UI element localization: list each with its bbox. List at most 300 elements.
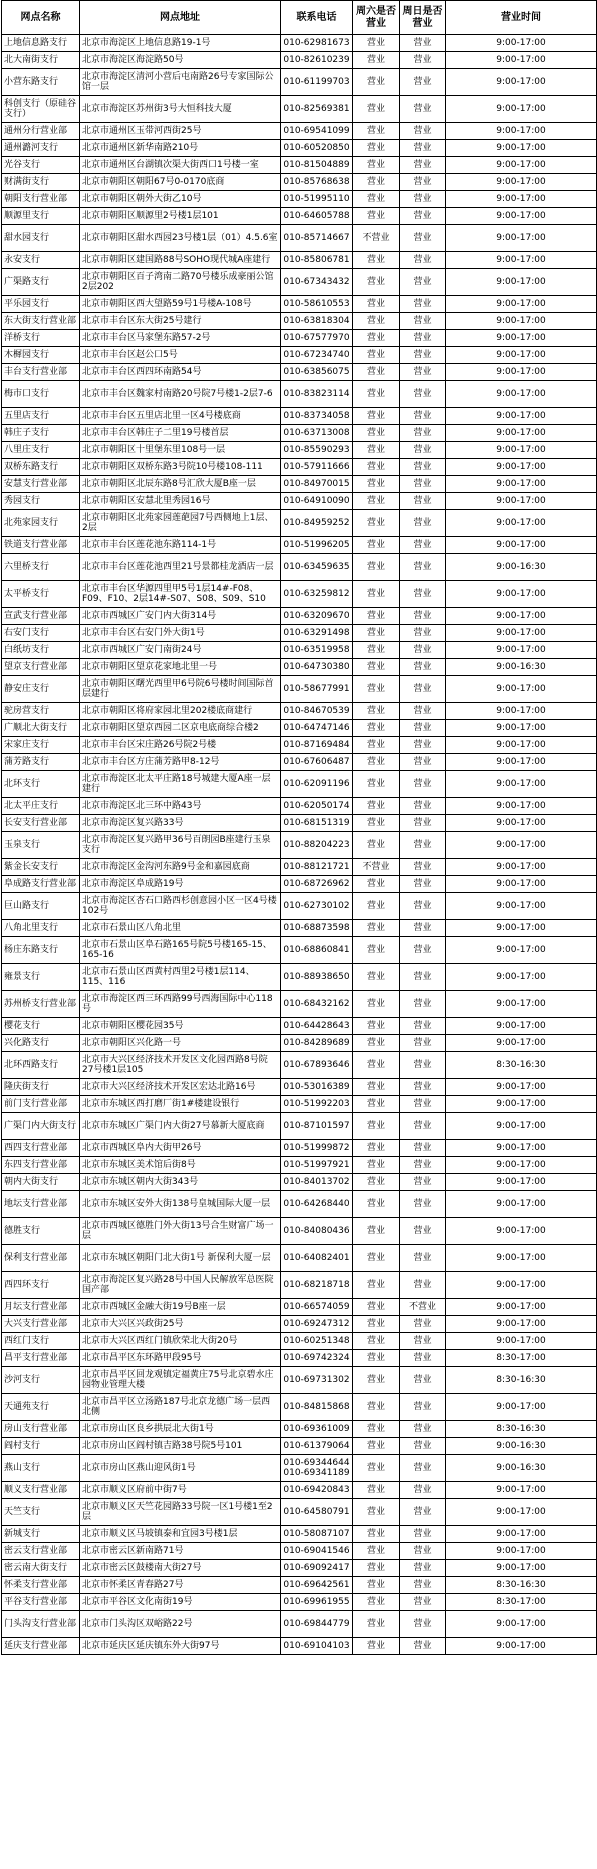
table-row bbox=[2, 798, 597, 815]
table-row bbox=[2, 347, 597, 364]
business-hours: 9:00-17:00 bbox=[446, 1218, 597, 1245]
branch-phone: 010-62730102 bbox=[281, 893, 353, 920]
table-row bbox=[2, 1299, 597, 1316]
branch-address: 北京市海淀区北太平庄路18号城建大厦A座一层建行 bbox=[80, 771, 281, 798]
sunday-status: 营业 bbox=[400, 1367, 446, 1394]
branch-phone: 010-69961955 bbox=[281, 1594, 353, 1611]
saturday-status: 营业 bbox=[353, 1482, 400, 1499]
branch-phone: 010-51997921 bbox=[281, 1157, 353, 1174]
branch-address: 北京市朝阳区朝阳67号0-0170底商 bbox=[80, 174, 281, 191]
branch-name: 西四支行营业部 bbox=[2, 1140, 80, 1157]
branch-address: 北京市丰台区魏家村南路20号院7号楼1-2层7-6 bbox=[80, 381, 281, 408]
business-hours: 9:00-17:00 bbox=[446, 1316, 597, 1333]
branch-address: 北京市海淀区北三环中路43号 bbox=[80, 798, 281, 815]
branch-phone: 010-63459635 bbox=[281, 554, 353, 581]
sunday-status: 营业 bbox=[400, 1611, 446, 1638]
business-hours: 9:00-17:00 bbox=[446, 157, 597, 174]
branch-table bbox=[1, 0, 597, 1655]
branch-name: 宋家庄支行 bbox=[2, 737, 80, 754]
business-hours: 8:30-16:30 bbox=[446, 1421, 597, 1438]
saturday-status: 营业 bbox=[353, 1316, 400, 1333]
branch-phone: 010-84013702 bbox=[281, 1174, 353, 1191]
branch-name: 北太平庄支行 bbox=[2, 798, 80, 815]
table-row bbox=[2, 1096, 597, 1113]
branch-phone: 010-88204223 bbox=[281, 832, 353, 859]
table-row bbox=[2, 442, 597, 459]
saturday-status: 营业 bbox=[353, 537, 400, 554]
branch-phone: 010-82569381 bbox=[281, 96, 353, 123]
branch-address: 北京市丰台区东大街25号建行 bbox=[80, 313, 281, 330]
branch-phone: 010-84670539 bbox=[281, 703, 353, 720]
sunday-status: 营业 bbox=[400, 554, 446, 581]
branch-name: 雍景支行 bbox=[2, 964, 80, 991]
branch-phone: 010-84080436 bbox=[281, 1218, 353, 1245]
business-hours: 8:30-17:00 bbox=[446, 1594, 597, 1611]
branch-name: 隆庆街支行 bbox=[2, 1079, 80, 1096]
branch-name: 六里桥支行 bbox=[2, 554, 80, 581]
branch-name: 前门支行营业部 bbox=[2, 1096, 80, 1113]
business-hours: 9:00-17:00 bbox=[446, 642, 597, 659]
sunday-status: 营业 bbox=[400, 1218, 446, 1245]
branch-name: 怀柔支行营业部 bbox=[2, 1577, 80, 1594]
table-row bbox=[2, 381, 597, 408]
table-row bbox=[2, 642, 597, 659]
business-hours: 9:00-17:00 bbox=[446, 737, 597, 754]
saturday-status: 营业 bbox=[353, 69, 400, 96]
branch-name: 通州潞河支行 bbox=[2, 140, 80, 157]
saturday-status: 营业 bbox=[353, 832, 400, 859]
business-hours: 9:00-17:00 bbox=[446, 608, 597, 625]
business-hours: 9:00-17:00 bbox=[446, 381, 597, 408]
saturday-status: 营业 bbox=[353, 313, 400, 330]
business-hours: 9:00-17:00 bbox=[446, 313, 597, 330]
sunday-status: 营业 bbox=[400, 1272, 446, 1299]
branch-name: 安慧支行营业部 bbox=[2, 476, 80, 493]
sunday-status: 营业 bbox=[400, 96, 446, 123]
business-hours: 9:00-17:00 bbox=[446, 1333, 597, 1350]
branch-name: 新城支行 bbox=[2, 1526, 80, 1543]
branch-name: 白纸坊支行 bbox=[2, 642, 80, 659]
business-hours: 9:00-17:00 bbox=[446, 1638, 597, 1655]
branch-phone: 010-53016389 bbox=[281, 1079, 353, 1096]
branch-address: 北京市密云区鼓楼南大街27号 bbox=[80, 1560, 281, 1577]
sunday-status: 营业 bbox=[400, 581, 446, 608]
saturday-status: 营业 bbox=[353, 174, 400, 191]
business-hours: 9:00-17:00 bbox=[446, 537, 597, 554]
business-hours: 9:00-17:00 bbox=[446, 252, 597, 269]
sunday-status: 营业 bbox=[400, 1499, 446, 1526]
saturday-status: 营业 bbox=[353, 1421, 400, 1438]
branch-name: 大兴支行营业部 bbox=[2, 1316, 80, 1333]
branch-name: 阜成路支行营业部 bbox=[2, 876, 80, 893]
branch-name: 阎村支行 bbox=[2, 1438, 80, 1455]
business-hours: 9:00-17:00 bbox=[446, 1079, 597, 1096]
business-hours: 8:30-17:00 bbox=[446, 1350, 597, 1367]
table-row bbox=[2, 408, 597, 425]
sunday-status: 营业 bbox=[400, 798, 446, 815]
branch-name: 北环西路支行 bbox=[2, 1052, 80, 1079]
table-row bbox=[2, 1272, 597, 1299]
branch-name: 永安支行 bbox=[2, 252, 80, 269]
branch-address: 北京市大兴区兴政街25号 bbox=[80, 1316, 281, 1333]
branch-phone: 010-69344644 010-69341189 bbox=[281, 1455, 353, 1482]
saturday-status: 营业 bbox=[353, 1299, 400, 1316]
table-body bbox=[2, 35, 597, 1655]
sunday-status: 营业 bbox=[400, 1018, 446, 1035]
business-hours: 9:00-17:00 bbox=[446, 832, 597, 859]
sunday-status: 营业 bbox=[400, 208, 446, 225]
branch-address: 北京市朝阳区西大望路59号1号楼A-108号 bbox=[80, 296, 281, 313]
branch-phone: 010-83823114 bbox=[281, 381, 353, 408]
branch-address: 北京市朝阳区北苑家园莲葩园7号西侧地上1层、2层 bbox=[80, 510, 281, 537]
branch-address: 北京市门头沟区双峪路22号 bbox=[80, 1611, 281, 1638]
table-row bbox=[2, 296, 597, 313]
branch-address: 北京市顺义区马坡镇泰和宜园3号楼1层 bbox=[80, 1526, 281, 1543]
business-hours: 9:00-17:00 bbox=[446, 991, 597, 1018]
table-row bbox=[2, 269, 597, 296]
sunday-status: 营业 bbox=[400, 296, 446, 313]
business-hours: 9:00-17:00 bbox=[446, 1018, 597, 1035]
sunday-status: 营业 bbox=[400, 720, 446, 737]
branch-phone: 010-63713008 bbox=[281, 425, 353, 442]
branch-name: 门头沟支行营业部 bbox=[2, 1611, 80, 1638]
branch-address: 北京市东城区美术馆后街8号 bbox=[80, 1157, 281, 1174]
branch-name: 光谷支行 bbox=[2, 157, 80, 174]
branch-address: 北京市朝阳区甜水西园23号楼1层（01）4.5.6室 bbox=[80, 225, 281, 252]
sunday-status: 营业 bbox=[400, 1577, 446, 1594]
business-hours: 9:00-17:00 bbox=[446, 96, 597, 123]
sunday-status: 营业 bbox=[400, 1350, 446, 1367]
sunday-status: 营业 bbox=[400, 493, 446, 510]
saturday-status: 营业 bbox=[353, 510, 400, 537]
business-hours: 9:00-16:30 bbox=[446, 554, 597, 581]
saturday-status: 营业 bbox=[353, 1079, 400, 1096]
branch-address: 北京市房山区阎村镇吉路38号院5号101 bbox=[80, 1438, 281, 1455]
saturday-status: 不营业 bbox=[353, 859, 400, 876]
saturday-status: 营业 bbox=[353, 1272, 400, 1299]
branch-name: 双桥东路支行 bbox=[2, 459, 80, 476]
branch-phone: 010-67343432 bbox=[281, 269, 353, 296]
sunday-status: 营业 bbox=[400, 1316, 446, 1333]
table-header-row bbox=[2, 1, 597, 35]
table-row bbox=[2, 859, 597, 876]
branch-name: 天通苑支行 bbox=[2, 1394, 80, 1421]
business-hours: 9:00-17:00 bbox=[446, 459, 597, 476]
branch-phone: 010-63856075 bbox=[281, 364, 353, 381]
sunday-status: 营业 bbox=[400, 330, 446, 347]
branch-address: 北京市平谷区文化南街19号 bbox=[80, 1594, 281, 1611]
saturday-status: 营业 bbox=[353, 425, 400, 442]
sunday-status: 营业 bbox=[400, 269, 446, 296]
table-row bbox=[2, 937, 597, 964]
branch-name: 通州分行营业部 bbox=[2, 123, 80, 140]
table-row bbox=[2, 493, 597, 510]
branch-phone: 010-64730380 bbox=[281, 659, 353, 676]
sunday-status: 营业 bbox=[400, 1560, 446, 1577]
table-row bbox=[2, 1157, 597, 1174]
branch-phone: 010-68873598 bbox=[281, 920, 353, 937]
branch-phone: 010-67234740 bbox=[281, 347, 353, 364]
branch-address: 北京市朝阳区将府家园北里202楼底商建行 bbox=[80, 703, 281, 720]
business-hours: 8:30-16:30 bbox=[446, 1052, 597, 1079]
branch-phone: 010-62050174 bbox=[281, 798, 353, 815]
sunday-status: 营业 bbox=[400, 510, 446, 537]
branch-address: 北京市大兴区西红门镇欣荣北大街20号 bbox=[80, 1333, 281, 1350]
branch-name: 月坛支行营业部 bbox=[2, 1299, 80, 1316]
table-row bbox=[2, 720, 597, 737]
sunday-status: 营业 bbox=[400, 1455, 446, 1482]
branch-address: 北京市大兴区经济技术开发区文化园西路8号院27号楼1层105 bbox=[80, 1052, 281, 1079]
sunday-status: 营业 bbox=[400, 815, 446, 832]
branch-phone: 010-85590293 bbox=[281, 442, 353, 459]
business-hours: 9:00-17:00 bbox=[446, 510, 597, 537]
business-hours: 9:00-16:30 bbox=[446, 1438, 597, 1455]
branch-name: 平谷支行营业部 bbox=[2, 1594, 80, 1611]
business-hours: 9:00-17:00 bbox=[446, 771, 597, 798]
business-hours: 9:00-17:00 bbox=[446, 1140, 597, 1157]
branch-address: 北京市丰台区宋庄路26号院2号楼 bbox=[80, 737, 281, 754]
business-hours: 9:00-17:00 bbox=[446, 1245, 597, 1272]
sunday-status: 营业 bbox=[400, 1035, 446, 1052]
saturday-status: 营业 bbox=[353, 1096, 400, 1113]
table-row bbox=[2, 920, 597, 937]
sunday-status: 营业 bbox=[400, 1482, 446, 1499]
table-row bbox=[2, 313, 597, 330]
branch-name: 八里庄支行 bbox=[2, 442, 80, 459]
table-row bbox=[2, 140, 597, 157]
branch-name: 巨山路支行 bbox=[2, 893, 80, 920]
branch-phone: 010-84970015 bbox=[281, 476, 353, 493]
business-hours: 9:00-17:00 bbox=[446, 676, 597, 703]
business-hours: 9:00-17:00 bbox=[446, 859, 597, 876]
business-hours: 9:00-17:00 bbox=[446, 347, 597, 364]
business-hours: 8:30-16:30 bbox=[446, 1367, 597, 1394]
branch-address: 北京市昌平区东环路甲段95号 bbox=[80, 1350, 281, 1367]
branch-phone: 010-88121721 bbox=[281, 859, 353, 876]
branch-address: 北京市房山区良乡拱辰北大街1号 bbox=[80, 1421, 281, 1438]
sunday-status: 营业 bbox=[400, 876, 446, 893]
branch-phone: 010-66574059 bbox=[281, 1299, 353, 1316]
table-row bbox=[2, 815, 597, 832]
branch-phone: 010-63519958 bbox=[281, 642, 353, 659]
branch-name: 东大街支行营业部 bbox=[2, 313, 80, 330]
branch-phone: 010-62981673 bbox=[281, 35, 353, 52]
saturday-status: 营业 bbox=[353, 252, 400, 269]
table-row bbox=[2, 1482, 597, 1499]
table-row bbox=[2, 1350, 597, 1367]
branch-name: 广渠门内大街支行 bbox=[2, 1113, 80, 1140]
saturday-status: 营业 bbox=[353, 937, 400, 964]
branch-name: 八角北里支行 bbox=[2, 920, 80, 937]
branch-address: 北京市房山区燕山迎风街1号 bbox=[80, 1455, 281, 1482]
business-hours: 9:00-17:00 bbox=[446, 1560, 597, 1577]
table-row bbox=[2, 1367, 597, 1394]
sunday-status: 营业 bbox=[400, 893, 446, 920]
branch-phone: 010-51999872 bbox=[281, 1140, 353, 1157]
branch-name: 天竺支行 bbox=[2, 1499, 80, 1526]
table-row bbox=[2, 1316, 597, 1333]
branch-phone: 010-83734058 bbox=[281, 408, 353, 425]
branch-address: 北京市丰台区五里店北里一区4号楼底商 bbox=[80, 408, 281, 425]
saturday-status: 营业 bbox=[353, 1594, 400, 1611]
branch-address: 北京市东城区朝内大街343号 bbox=[80, 1174, 281, 1191]
sunday-status: 营业 bbox=[400, 476, 446, 493]
sunday-status: 营业 bbox=[400, 859, 446, 876]
business-hours: 9:00-17:00 bbox=[446, 123, 597, 140]
branch-name: 德胜支行 bbox=[2, 1218, 80, 1245]
header-sunday: 周日是否营业 bbox=[400, 1, 446, 35]
sunday-status: 营业 bbox=[400, 1421, 446, 1438]
branch-address: 北京市丰台区马家堡东路57-2号 bbox=[80, 330, 281, 347]
branch-phone: 010-51992203 bbox=[281, 1096, 353, 1113]
sunday-status: 营业 bbox=[400, 1526, 446, 1543]
saturday-status: 营业 bbox=[353, 798, 400, 815]
business-hours: 9:00-17:00 bbox=[446, 476, 597, 493]
sunday-status: 营业 bbox=[400, 69, 446, 96]
branch-address: 北京市朝阳区朝外大街乙10号 bbox=[80, 191, 281, 208]
branch-phone: 010-85806781 bbox=[281, 252, 353, 269]
branch-name: 甜水园支行 bbox=[2, 225, 80, 252]
table-row bbox=[2, 1638, 597, 1655]
branch-address: 北京市石景山区阜石路165号院5号楼165-15、165-16 bbox=[80, 937, 281, 964]
sunday-status: 营业 bbox=[400, 1394, 446, 1421]
branch-address: 北京市石景山区八角北里 bbox=[80, 920, 281, 937]
sunday-status: 营业 bbox=[400, 737, 446, 754]
branch-name: 梅市口支行 bbox=[2, 381, 80, 408]
branch-address: 北京市东城区西打磨厂街1#楼建设银行 bbox=[80, 1096, 281, 1113]
saturday-status: 营业 bbox=[353, 1018, 400, 1035]
saturday-status: 营业 bbox=[353, 737, 400, 754]
table-row bbox=[2, 876, 597, 893]
table-row bbox=[2, 1245, 597, 1272]
sunday-status: 营业 bbox=[400, 1113, 446, 1140]
header-phone: 联系电话 bbox=[281, 1, 353, 35]
branch-address: 北京市海淀区西三环西路99号西海国际中心118号 bbox=[80, 991, 281, 1018]
business-hours: 9:00-17:00 bbox=[446, 1482, 597, 1499]
saturday-status: 营业 bbox=[353, 459, 400, 476]
branch-name: 樱花支行 bbox=[2, 1018, 80, 1035]
branch-phone: 010-68151319 bbox=[281, 815, 353, 832]
branch-name: 驼房营支行 bbox=[2, 703, 80, 720]
saturday-status: 营业 bbox=[353, 296, 400, 313]
table-row bbox=[2, 1594, 597, 1611]
branch-name: 西四环支行 bbox=[2, 1272, 80, 1299]
table-row bbox=[2, 1438, 597, 1455]
saturday-status: 营业 bbox=[353, 1191, 400, 1218]
sunday-status: 营业 bbox=[400, 832, 446, 859]
business-hours: 9:00-17:00 bbox=[446, 1096, 597, 1113]
branch-name: 密云支行营业部 bbox=[2, 1543, 80, 1560]
table-row bbox=[2, 554, 597, 581]
branch-name: 五里店支行 bbox=[2, 408, 80, 425]
branch-name: 太平桥支行 bbox=[2, 581, 80, 608]
sunday-status: 营业 bbox=[400, 123, 446, 140]
branch-name: 洋桥支行 bbox=[2, 330, 80, 347]
saturday-status: 营业 bbox=[353, 625, 400, 642]
saturday-status: 营业 bbox=[353, 554, 400, 581]
branch-phone: 010-68218718 bbox=[281, 1272, 353, 1299]
branch-address: 北京市顺义区府前中街7号 bbox=[80, 1482, 281, 1499]
saturday-status: 营业 bbox=[353, 920, 400, 937]
branch-phone: 010-84959252 bbox=[281, 510, 353, 537]
table-row bbox=[2, 225, 597, 252]
sunday-status: 营业 bbox=[400, 1140, 446, 1157]
branch-phone: 010-69247312 bbox=[281, 1316, 353, 1333]
business-hours: 9:00-17:00 bbox=[446, 754, 597, 771]
branch-name: 财满街支行 bbox=[2, 174, 80, 191]
branch-name: 朝内大街支行 bbox=[2, 1174, 80, 1191]
branch-phone: 010-61379064 bbox=[281, 1438, 353, 1455]
business-hours: 9:00-16:30 bbox=[446, 659, 597, 676]
saturday-status: 营业 bbox=[353, 442, 400, 459]
table-row bbox=[2, 459, 597, 476]
table-row bbox=[2, 1421, 597, 1438]
saturday-status: 营业 bbox=[353, 140, 400, 157]
saturday-status: 营业 bbox=[353, 754, 400, 771]
saturday-status: 营业 bbox=[353, 1218, 400, 1245]
branch-address: 北京市西城区广安门南街24号 bbox=[80, 642, 281, 659]
branch-phone: 010-87101597 bbox=[281, 1113, 353, 1140]
saturday-status: 营业 bbox=[353, 1035, 400, 1052]
branch-address: 北京市朝阳区北辰东路8号汇欣大厦B座一层 bbox=[80, 476, 281, 493]
saturday-status: 营业 bbox=[353, 476, 400, 493]
sunday-status: 营业 bbox=[400, 408, 446, 425]
branch-address: 北京市东城区广渠门内大街27号慕新大厦底商 bbox=[80, 1113, 281, 1140]
branch-address: 北京市昌平区立汤路187号北京龙德广场一层西北侧 bbox=[80, 1394, 281, 1421]
business-hours: 9:00-17:00 bbox=[446, 52, 597, 69]
table-row bbox=[2, 1174, 597, 1191]
table-row bbox=[2, 208, 597, 225]
branch-address: 北京市海淀区金沟河东路9号金和嘉园底商 bbox=[80, 859, 281, 876]
table-row bbox=[2, 1140, 597, 1157]
branch-phone: 010-60251348 bbox=[281, 1333, 353, 1350]
branch-phone: 010-64747146 bbox=[281, 720, 353, 737]
branch-name: 长安支行营业部 bbox=[2, 815, 80, 832]
sunday-status: 营业 bbox=[400, 964, 446, 991]
branch-address: 北京市通州区玉带河西街25号 bbox=[80, 123, 281, 140]
saturday-status: 营业 bbox=[353, 1499, 400, 1526]
business-hours: 9:00-17:00 bbox=[446, 1174, 597, 1191]
sunday-status: 营业 bbox=[400, 1174, 446, 1191]
branch-name: 杨庄东路支行 bbox=[2, 937, 80, 964]
saturday-status: 营业 bbox=[353, 330, 400, 347]
branch-name: 保利支行营业部 bbox=[2, 1245, 80, 1272]
branch-address: 北京市顺义区天竺花园路33号院一区1号楼1至2层 bbox=[80, 1499, 281, 1526]
branch-address: 北京市丰台区华源四里甲5号1层14#-F08、F09、F10、2层14#-S07、S08、S09、S10 bbox=[80, 581, 281, 608]
sunday-status: 营业 bbox=[400, 1245, 446, 1272]
branch-name: 北苑家园支行 bbox=[2, 510, 80, 537]
branch-name: 北大南街支行 bbox=[2, 52, 80, 69]
business-hours: 9:00-17:00 bbox=[446, 425, 597, 442]
table-row bbox=[2, 364, 597, 381]
branch-phone: 010-69742324 bbox=[281, 1350, 353, 1367]
branch-phone: 010-61199703 bbox=[281, 69, 353, 96]
branch-name: 紫金长安支行 bbox=[2, 859, 80, 876]
branch-address: 北京市昌平区回龙观镇定福黄庄75号北京碧水庄园物业管理大楼 bbox=[80, 1367, 281, 1394]
saturday-status: 营业 bbox=[353, 1543, 400, 1560]
table-row bbox=[2, 123, 597, 140]
branch-name: 密云南大街支行 bbox=[2, 1560, 80, 1577]
branch-phone: 010-85768638 bbox=[281, 174, 353, 191]
table-row bbox=[2, 581, 597, 608]
business-hours: 9:00-17:00 bbox=[446, 174, 597, 191]
saturday-status: 营业 bbox=[353, 52, 400, 69]
sunday-status: 营业 bbox=[400, 1594, 446, 1611]
table-row bbox=[2, 52, 597, 69]
business-hours: 9:00-17:00 bbox=[446, 364, 597, 381]
business-hours: 9:00-17:00 bbox=[446, 581, 597, 608]
branch-address: 北京市朝阳区双桥东路3号院10号楼108-111 bbox=[80, 459, 281, 476]
